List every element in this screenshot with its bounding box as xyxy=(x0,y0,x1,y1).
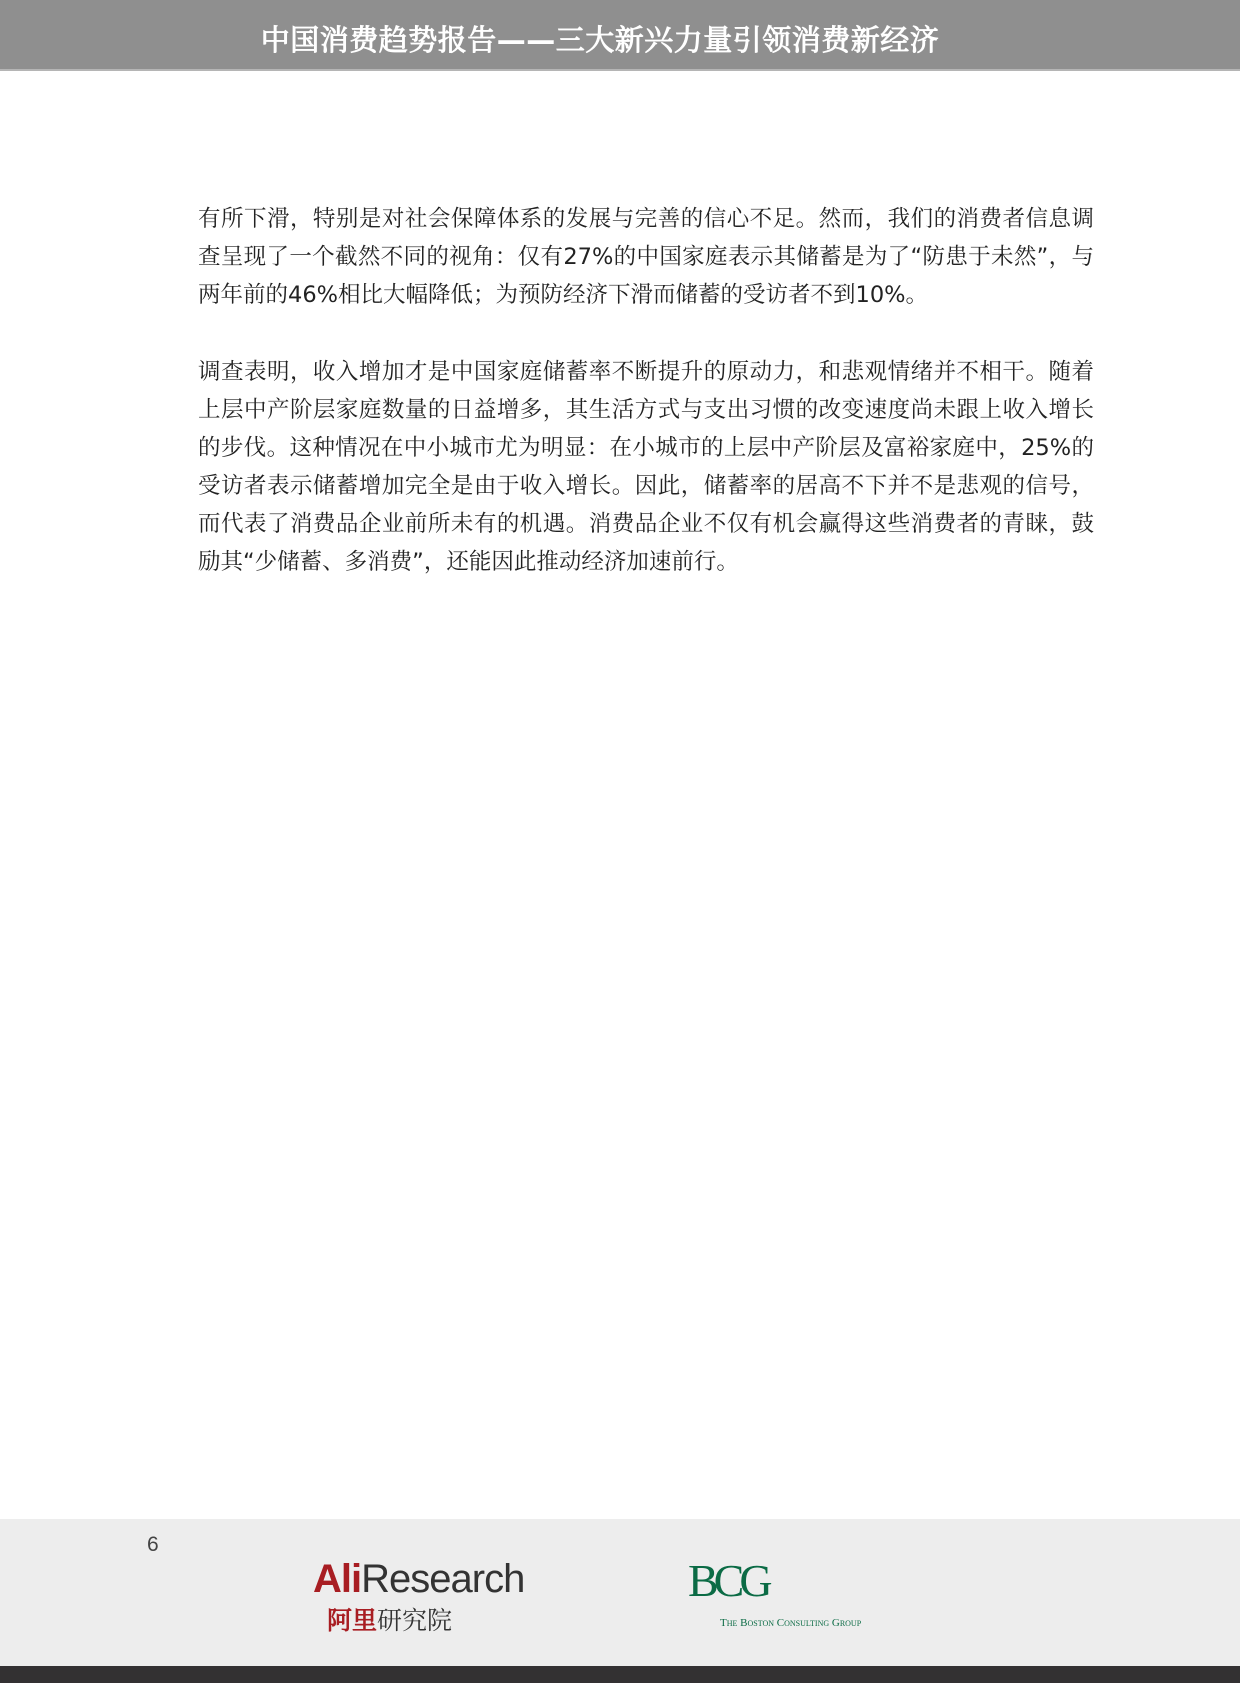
ali-logo-text: Research xyxy=(361,1557,525,1601)
bcg-logo-mark: BCG xyxy=(688,1555,768,1606)
ali-logo-cn-text: 研究院 xyxy=(377,1606,453,1635)
bcg-logo xyxy=(688,1555,862,1629)
paragraph: 有所下滑，特别是对社会保障体系的发展与完善的信心不足。然而，我们的消费者信息调查呈现了一个截然不同的视角：仅有27%的中国家庭表示其储蓄是为了“防患于未然”，与两年前的46%相比大幅降低；为预防经济下滑而储蓄的受访者不到10%。 xyxy=(198,206,1094,308)
page-number: 6 xyxy=(147,1533,159,1556)
ali-logo-cn-bold: 阿里 xyxy=(327,1606,378,1635)
page-footer xyxy=(0,1519,1240,1666)
aliresearch-logo xyxy=(313,1559,524,1637)
body-text xyxy=(198,200,1094,620)
page-header xyxy=(0,0,1240,71)
paragraph: 调查表明，收入增加才是中国家庭储蓄率不断提升的原动力，和悲观情绪并不相干。随着上层中产阶层家庭数量的日益增多，其生活方式与支出习惯的改变速度尚未跟上收入增长的步伐。这种情况在中小城市尤为明显：在小城市的上层中产阶层及富裕家庭中，25%的受访者表示储蓄增加完全是由于收入增长。因此，储蓄率的居高不下并不是悲观的信号，而代表了消费品企业前所未有的机遇。消费品企业不仅有机会赢得这些消费者的青睐，鼓励其“少储蓄、多消费”，还能因此推动经济加速前行。 xyxy=(198,359,1094,575)
bottom-bar xyxy=(0,1666,1240,1683)
report-title: 中国消费趋势报告——三大新兴力量引领消费新经济 xyxy=(260,23,940,57)
bcg-logo-subtitle: The Boston Consulting Group xyxy=(720,1617,862,1629)
ali-logo-bold: Ali xyxy=(313,1557,362,1601)
